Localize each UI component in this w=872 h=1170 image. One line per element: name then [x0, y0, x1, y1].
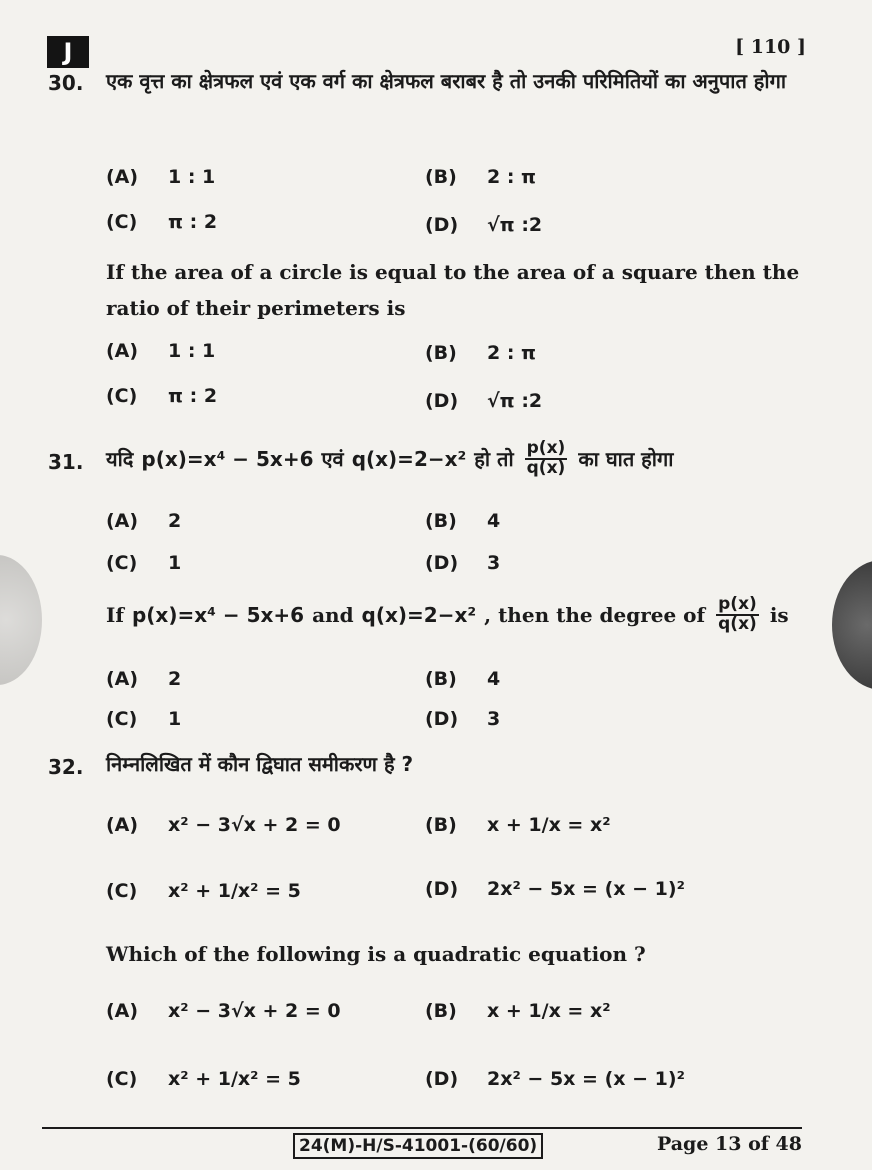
- option-a: (A) 1 : 1: [106, 340, 216, 362]
- question-text-hindi: निम्नलिखित में कौन द्विघात समीकरण है ?: [106, 752, 414, 776]
- option-d: (D) 2x² − 5x = (x − 1)²: [425, 1068, 685, 1090]
- footer-divider: [42, 1127, 802, 1129]
- option-c: (C) π : 2: [106, 211, 218, 233]
- option-b: (B) 2 : π: [425, 342, 537, 364]
- option-c: (C) 1: [106, 552, 182, 574]
- option-c: (C) 1: [106, 708, 182, 730]
- page-edge-shadow: [832, 560, 872, 690]
- option-b: (B) 4: [425, 668, 501, 690]
- fraction: $\frac{p(x)}{q(x)}$: [526, 438, 566, 478]
- question-text-english: Which of the following is a quadratic equation ?: [106, 942, 646, 966]
- option-c: (C) π : 2: [106, 385, 218, 407]
- question-number: 32.: [48, 755, 84, 779]
- option-b: (B) 4: [425, 510, 501, 532]
- option-b: (B) x + 1/x = x²: [425, 1000, 611, 1022]
- paper-code: 24(M)-H/S-41001-(60/60): [293, 1133, 543, 1159]
- question-number: 31.: [48, 450, 84, 474]
- q-definition: q(x)=2−x²: [361, 602, 477, 627]
- set-badge: J: [47, 36, 89, 68]
- option-d: (D) √π :2: [425, 214, 543, 236]
- question-text-hindi: यदि p(x)=x⁴ − 5x+6 एवं q(x)=2−x² हो तो $\frac{p(x)}{q(x)}$ का घात होगा: [106, 438, 674, 478]
- page-reference: [ 110 ]: [735, 36, 806, 58]
- option-a: (A) x² − 3√x + 2 = 0: [106, 814, 341, 836]
- option-d: (D) 3: [425, 552, 501, 574]
- fraction: $\frac{p(x)}{q(x)}$: [718, 594, 757, 634]
- option-c: (C) x² + 1/x² = 5: [106, 880, 301, 902]
- option-a: (A) 2: [106, 510, 182, 532]
- page-edge-shadow: [0, 555, 42, 685]
- option-a: (A) 2: [106, 668, 182, 690]
- option-d: (D) 3: [425, 708, 501, 730]
- option-a: (A) 1 : 1: [106, 166, 216, 188]
- option-b: (B) x + 1/x = x²: [425, 814, 611, 836]
- question-text-hindi: एक वृत्त का क्षेत्रफल एवं एक वर्ग का क्षेत्रफल बराबर है तो उनकी परिमितियों का अनुपात होगा: [106, 69, 787, 93]
- p-definition: p(x)=x⁴ − 5x+6: [131, 602, 305, 627]
- q-definition: q(x)=2−x²: [351, 446, 467, 471]
- page-number: Page 13 of 48: [656, 1133, 802, 1155]
- question-number: 30.: [48, 71, 84, 95]
- question-text-english: If p(x)=x⁴ − 5x+6 and q(x)=2−x² , then the degree of $\frac{p(x)}{q(x)}$ is: [106, 594, 789, 634]
- option-b: (B) 2 : π: [425, 166, 537, 188]
- p-definition: p(x)=x⁴ − 5x+6: [141, 446, 314, 471]
- question-text-english: If the area of a circle is equal to the area of a square then the ratio of their perimeters is: [106, 260, 800, 320]
- option-a: (A) x² − 3√x + 2 = 0: [106, 1000, 341, 1022]
- option-d: (D) 2x² − 5x = (x − 1)²: [425, 878, 685, 900]
- option-c: (C) x² + 1/x² = 5: [106, 1068, 301, 1090]
- option-d: (D) √π :2: [425, 390, 543, 412]
